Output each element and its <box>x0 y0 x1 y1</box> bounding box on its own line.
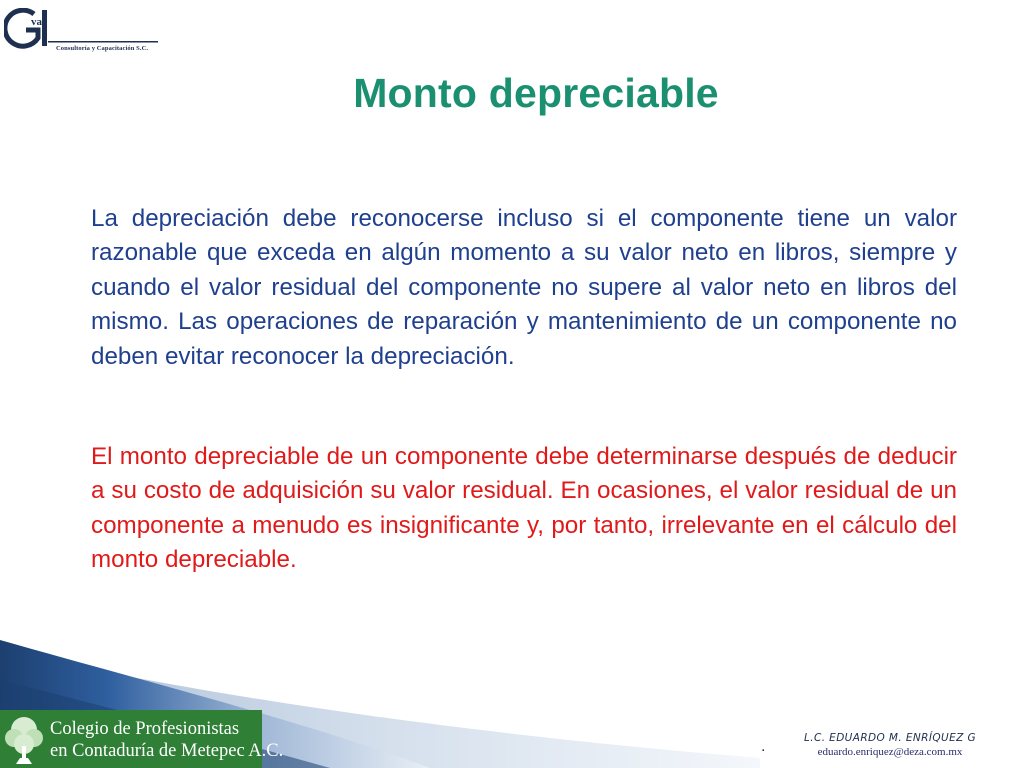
author-block <box>760 732 1020 758</box>
colegio-line-1: Colegio de Profesionistas <box>50 719 240 739</box>
paragraph-2: El monto depreciable de un componente debe determinarse después de deducir a su costo de adquisición su valor residual. En ocasiones, el valor residual de un componente a menudo es insignificante y, por tanto, irrelevante en el cálculo del monto depreciable. <box>91 443 957 574</box>
tree-icon <box>2 714 46 766</box>
paragraph-1: La depreciación debe reconocerse incluso si el componente tiene un valor razonable que exceda en algún momento a su valor neto en libros, siempre y cuando el valor residual del componente no supere al valor neto en libros del mismo. Las operaciones de reparación y mantenimiento de un componente no deben evitar reconocer la depreciación. <box>91 205 957 370</box>
author-bullet-dot: . <box>761 738 766 755</box>
colegio-line-2: en Contaduría de Metepec A.C. <box>50 741 284 761</box>
logo-letters: va <box>31 16 42 28</box>
slide-title: Monto depreciable <box>353 70 719 116</box>
colegio-logo <box>0 710 284 768</box>
company-logo <box>4 8 164 52</box>
logo-caption: Consultoría y Capacitación S.C. <box>56 45 149 52</box>
author-email: eduardo.enriquez@deza.com.mx <box>817 746 963 758</box>
author-name: L.C. EDUARDO M. ENRÍQUEZ G <box>803 732 977 744</box>
